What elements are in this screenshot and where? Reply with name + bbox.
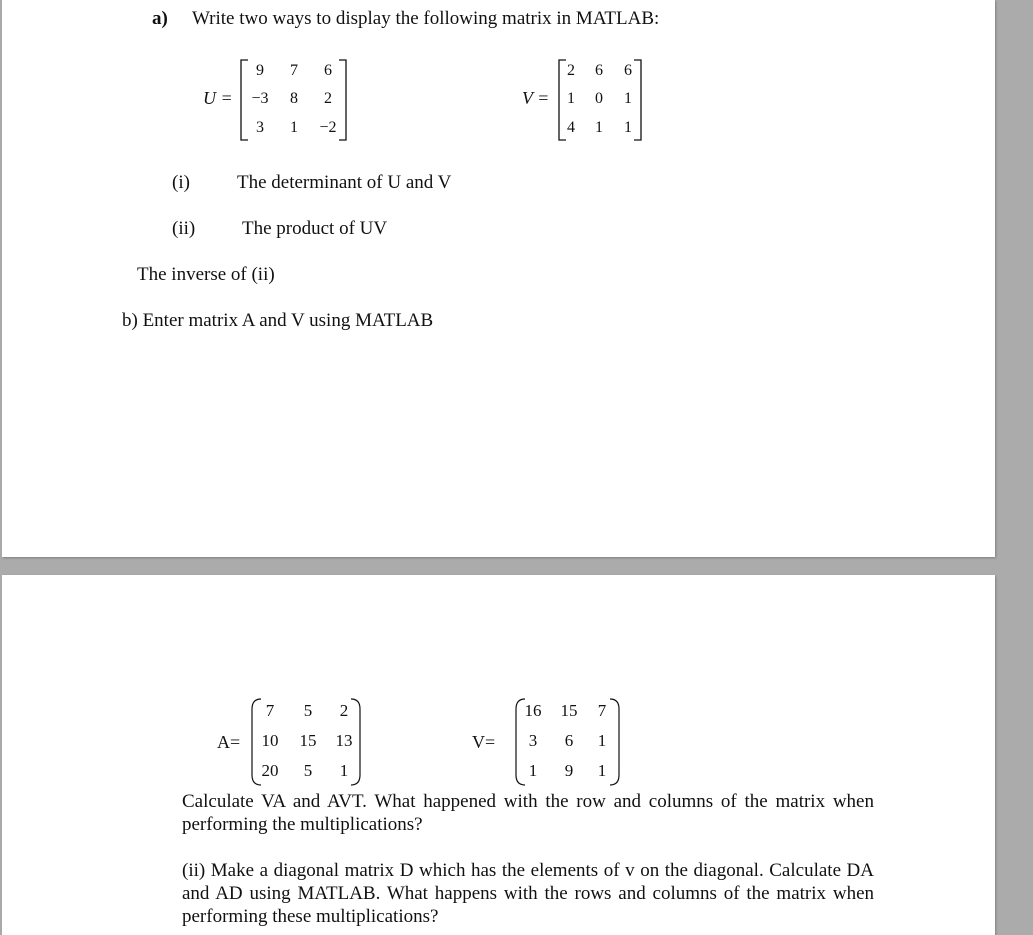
- matrix-v-cell: 4: [567, 119, 575, 136]
- matrix-v-name: V =: [522, 88, 550, 108]
- matrix-a-cell: 15: [299, 731, 317, 750]
- matrix-a-cell: 5: [303, 761, 313, 780]
- matrix-u-cell: 8: [290, 90, 298, 107]
- matrix-a-cell: 1: [339, 761, 349, 780]
- matrix-a-name: A=: [217, 732, 241, 752]
- matrix-a-cell: 13: [335, 731, 353, 750]
- matrix-u-cell: 6: [324, 62, 332, 79]
- item-i-text: The determinant of U and V: [237, 172, 452, 193]
- matrix-v2-cell: 9: [564, 761, 574, 780]
- matrix-v-cell: 0: [595, 90, 603, 107]
- matrix-u-cell: 3: [256, 119, 264, 136]
- matrix-u-cell: 2: [324, 90, 332, 107]
- matrix-u-cell: 9: [256, 62, 264, 79]
- question-paragraph-2: (ii) Make a diagonal matrix D which has the elements of v on the diagonal. Calculate DA and AD using MATLAB. What happens with the rows and columns of the matrix when performing these multiplications?: [182, 860, 874, 927]
- matrix-v2-cell: 3: [528, 731, 538, 750]
- matrix-u-cell: 1: [290, 119, 298, 136]
- item-ii-number: (ii): [172, 218, 196, 239]
- matrix-u-cell: 7: [290, 62, 298, 79]
- matrix-v2-cell: 6: [564, 731, 574, 750]
- matrix-v-cell: 1: [595, 119, 603, 136]
- matrix-u-cell: −3: [251, 90, 269, 107]
- matrix-v2-name: V=: [472, 732, 496, 752]
- matrix-v2-cell: 1: [528, 761, 538, 780]
- matrix-a-cell: 7: [265, 701, 275, 720]
- matrix-v-cell: 1: [624, 119, 632, 136]
- page-1: [2, 0, 995, 557]
- matrix-v-cell: 6: [595, 62, 603, 79]
- matrix-a-cell: 10: [261, 731, 279, 750]
- matrix-a-cell: 5: [303, 701, 313, 720]
- part-b-text: b) Enter matrix A and V using MATLAB: [122, 310, 434, 331]
- inverse-text: The inverse of (ii): [137, 264, 275, 285]
- matrix-a-cell: 2: [339, 701, 349, 720]
- matrix-v2-cell: 16: [524, 701, 542, 720]
- question-paragraph-1: Calculate VA and AVT. What happened with the row and columns of the matrix when performing the multiplications?: [182, 791, 874, 835]
- matrix-v-cell: 2: [567, 62, 575, 79]
- matrix-v2-cell: 15: [560, 701, 578, 720]
- part-a-label: a): [152, 8, 168, 29]
- page-2: [2, 575, 995, 935]
- part-a-prompt: Write two ways to display the following matrix in MATLAB:: [192, 8, 660, 29]
- matrix-a-cell: 20: [261, 761, 279, 780]
- matrix-u-name: U =: [203, 88, 233, 108]
- matrix-v2-cell: 1: [597, 731, 607, 750]
- matrix-v-cell: 6: [624, 62, 632, 79]
- matrix-v-cell: 1: [624, 90, 632, 107]
- item-i-number: (i): [172, 172, 190, 193]
- matrix-v2-cell: 7: [597, 701, 607, 720]
- matrix-v2-cell: 1: [597, 761, 607, 780]
- item-ii-text: The product of UV: [242, 218, 388, 239]
- matrix-v-cell: 1: [567, 90, 575, 107]
- matrix-u-cell: −2: [319, 119, 337, 136]
